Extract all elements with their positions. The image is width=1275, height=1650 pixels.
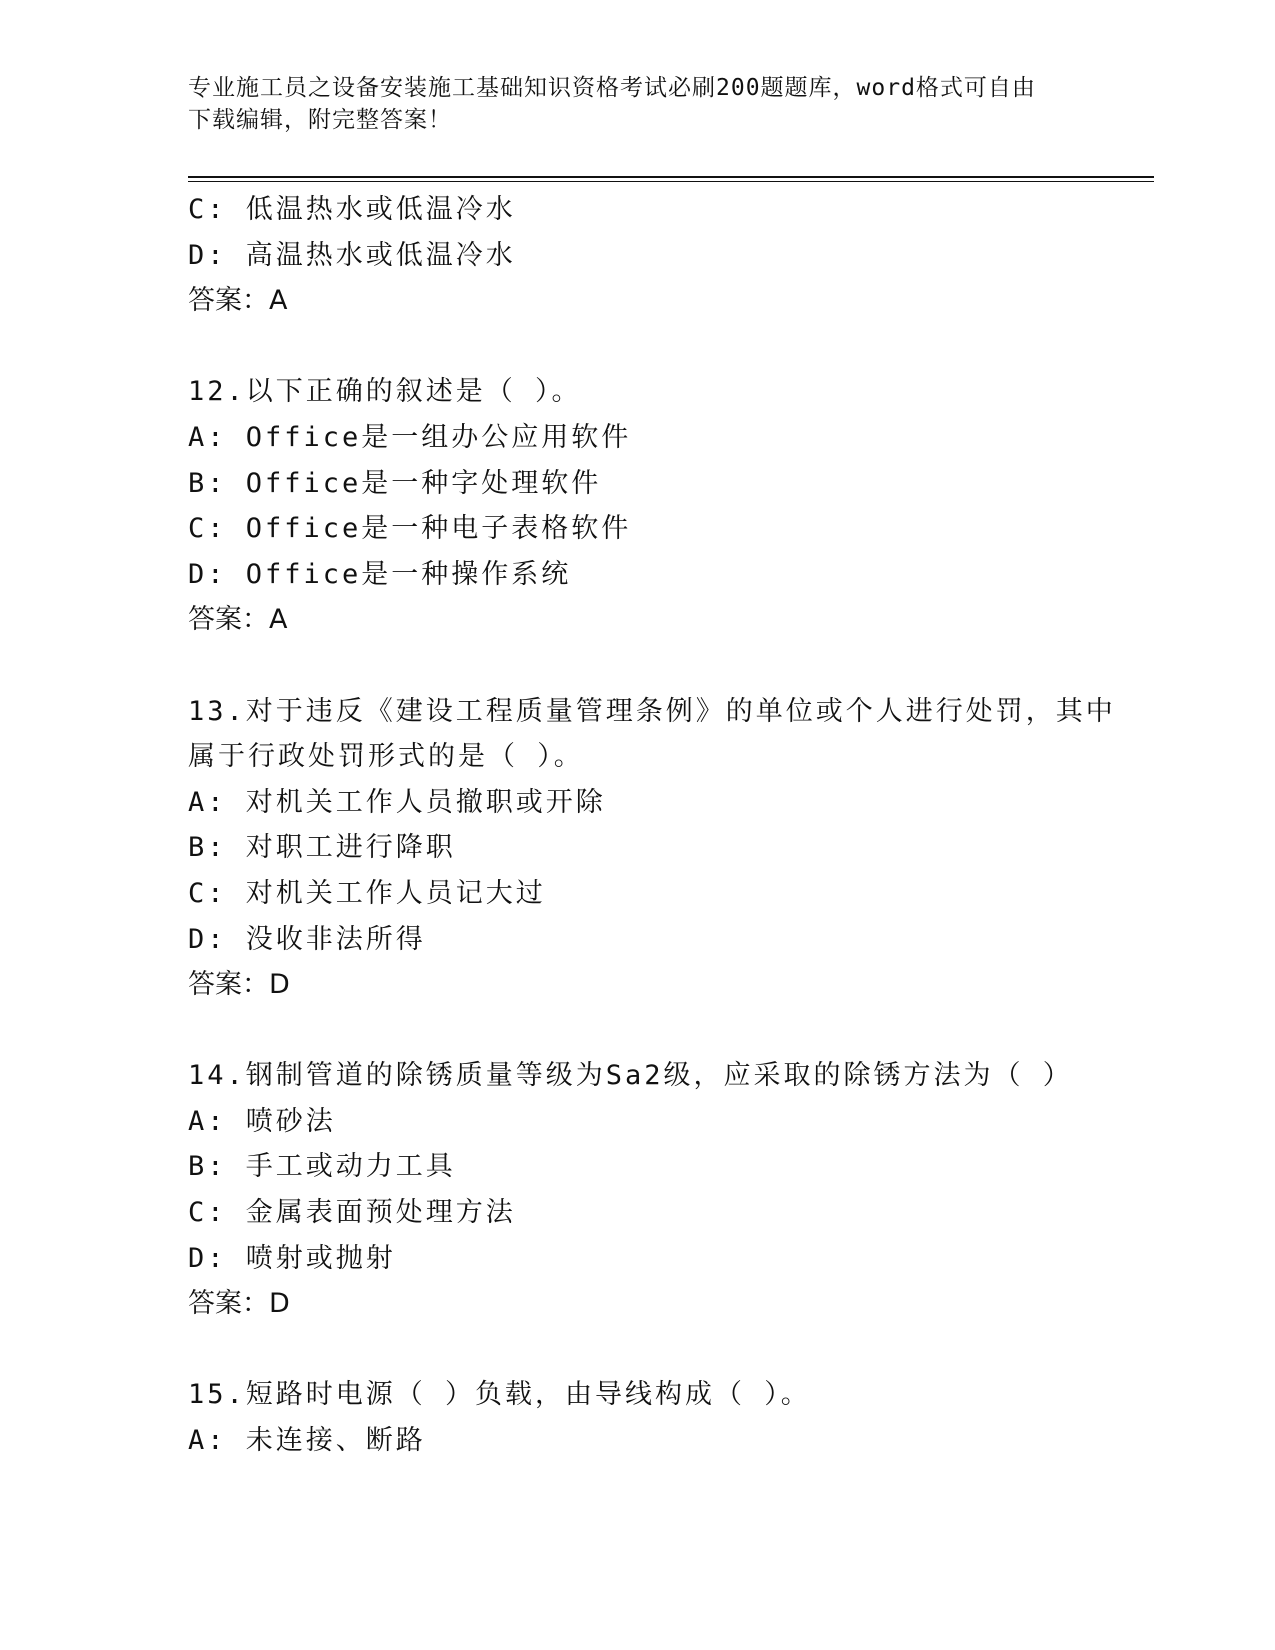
option-a: A: 对机关工作人员撤职或开除 xyxy=(188,786,606,818)
question-15 xyxy=(188,1372,1154,1463)
question-12 xyxy=(188,369,1154,643)
option-b: B: 对职工进行降职 xyxy=(188,832,456,864)
spacer xyxy=(188,643,1154,689)
option-d: D: Office是一种操作系统 xyxy=(188,558,572,590)
option-c: C: 低温热水或低温冷水 xyxy=(188,194,516,225)
spacer xyxy=(188,1327,1154,1373)
option-b: B: 手工或动力工具 xyxy=(188,1151,456,1183)
option-c: C: 对机关工作人员记大过 xyxy=(188,877,546,909)
question-text: 14.钢制管道的除锈质量等级为Sa2级，应采取的除锈方法为（ ） xyxy=(188,1060,1073,1092)
header-divider xyxy=(188,176,1154,182)
option-d: D: 喷射或抛射 xyxy=(188,1242,396,1274)
option-a: A: 喷砂法 xyxy=(188,1105,336,1137)
answer-line: 答案：D xyxy=(188,1288,290,1320)
header-title-line-1: 专业施工员之设备安装施工基础知识资格考试必刷200题题库，word格式可自由 xyxy=(188,75,1036,101)
option-c: C: Office是一种电子表格软件 xyxy=(188,513,632,545)
question-13 xyxy=(188,689,1154,1008)
header-title-line-2: 下载编辑，附完整答案！ xyxy=(188,107,452,133)
question-text: 13.对于违反《建设工程质量管理条例》的单位或个人进行处罚，其中 xyxy=(188,695,1116,727)
answer-line: 答案：A xyxy=(188,285,288,317)
answer-line: 答案：D xyxy=(188,969,290,1001)
document-header xyxy=(188,72,1088,136)
option-c: C: 金属表面预处理方法 xyxy=(188,1197,516,1229)
question-text-continued: 属于行政处罚形式的是（ ）。 xyxy=(188,741,584,773)
question-content xyxy=(188,187,1154,1464)
option-d: D: 没收非法所得 xyxy=(188,923,426,955)
question-14 xyxy=(188,1053,1154,1327)
answer-line: 答案：A xyxy=(188,604,288,636)
question-11-tail xyxy=(188,187,1154,324)
question-text: 12.以下正确的叙述是（ ）。 xyxy=(188,376,582,408)
option-b: B: Office是一种字处理软件 xyxy=(188,467,602,499)
spacer xyxy=(188,1008,1154,1054)
option-d: D: 高温热水或低温冷水 xyxy=(188,239,516,271)
question-text: 15.短路时电源（ ）负载，由导线构成（ ）。 xyxy=(188,1379,811,1411)
option-a: A: 未连接、断路 xyxy=(188,1425,426,1457)
option-a: A: Office是一组办公应用软件 xyxy=(188,421,632,453)
spacer xyxy=(188,324,1154,370)
